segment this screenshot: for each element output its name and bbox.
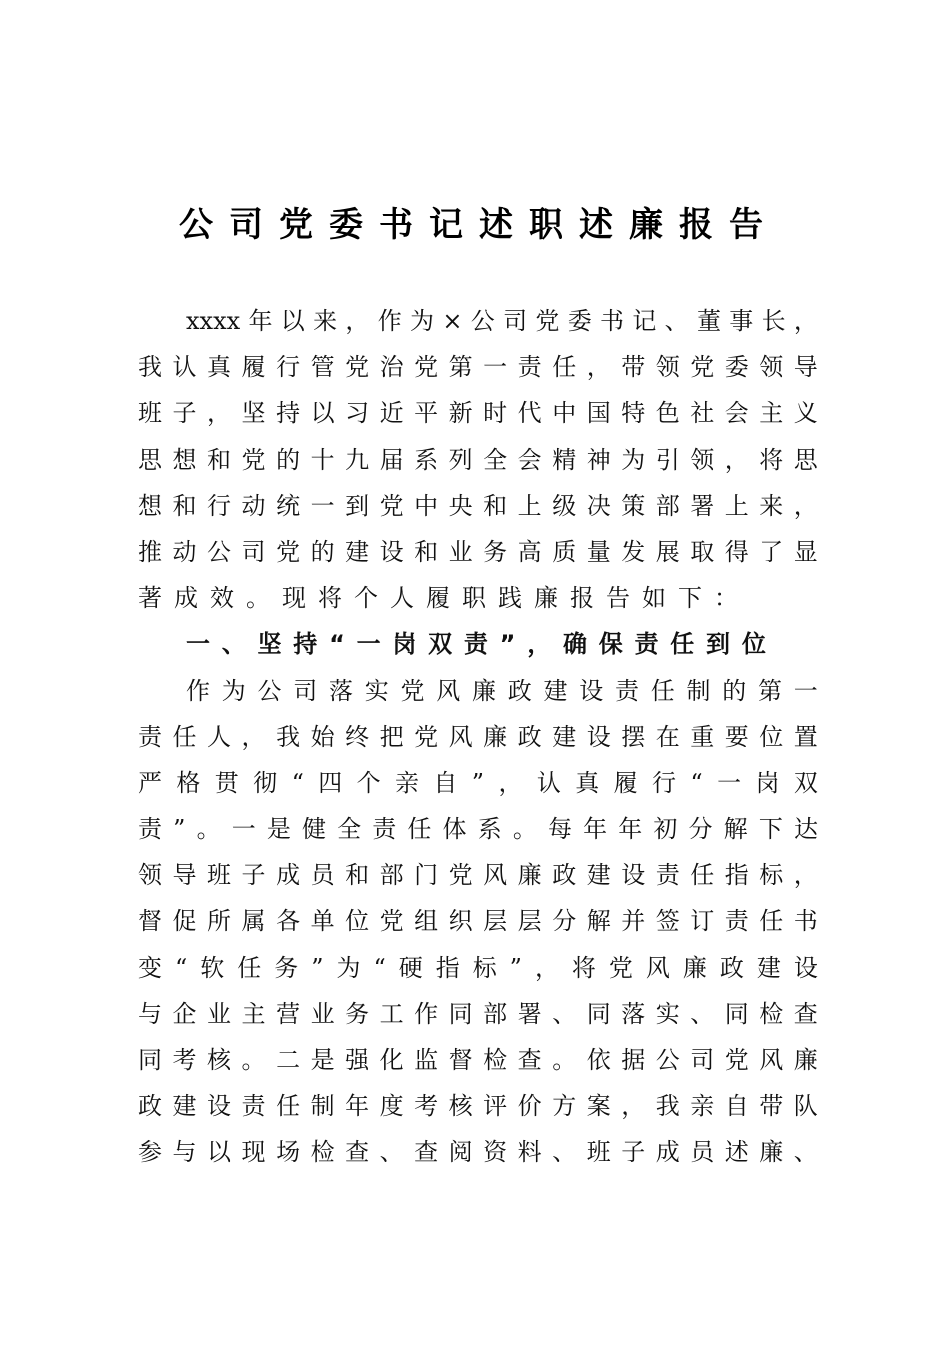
paragraph-line: 严 格 贯 彻 “ 四 个 亲 自 ” ， 认 真 履 行 “ 一 岗 双 [138,768,818,797]
paragraph-line: 督 促 所 属 各 单 位 党 组 织 层 层 分 解 并 签 订 责 任 书 [138,907,818,936]
paragraph-line: 思 想 和 党 的 十 九 届 系 列 全 会 精 神 为 引 领 ， 将 思 [138,445,818,474]
paragraph-line: 责 任 人 ， 我 始 终 把 党 风 廉 政 建 设 摆 在 重 要 位 置 [138,722,818,751]
document-title: 公司党委书记述职述廉报告 [179,205,779,245]
paragraph-line: xxxx 年 以 来 ， 作 为 × 公 司 党 委 书 记 、 董 事 长 ， [186,307,818,335]
paragraph-line: 领 导 班 子 成 员 和 部 门 党 风 廉 政 建 设 责 任 指 标 ， [138,861,818,890]
paragraph-line: 变 “ 软 任 务 ” 为 “ 硬 指 标 ” ， 将 党 风 廉 政 建 设 [138,953,818,982]
paragraph-line: 责 ” 。 一 是 健 全 责 任 体 系 。 每 年 年 初 分 解 下 达 [138,815,818,844]
section-heading: 一 、 坚 持 “ 一 岗 双 责 ” ， 确 保 责 任 到 位 [186,630,766,659]
paragraph-line: 与 企 业 主 营 业 务 工 作 同 部 署 、 同 落 实 、 同 检 查 [138,999,818,1028]
paragraph-line: 作 为 公 司 落 实 党 风 廉 政 建 设 责 任 制 的 第 一 [186,676,818,705]
paragraph-line: 参 与 以 现 场 检 查 、 查 阅 资 料 、 班 子 成 员 述 廉 、 [138,1138,818,1167]
paragraph-line: 同 考 核 。 二 是 强 化 监 督 检 查 。 依 据 公 司 党 风 廉 [138,1046,818,1074]
document-body [138,298,818,1176]
paragraph-line: 著成效。现将个人履职践廉报告如下： [138,584,750,613]
paragraph-line: 政 建 设 责 任 制 年 度 考 核 评 价 方 案 ， 我 亲 自 带 队 [138,1092,818,1121]
paragraph-line: 想 和 行 动 统 一 到 党 中 央 和 上 级 决 策 部 署 上 来 ， [138,491,818,520]
paragraph-line: 班 子 ， 坚 持 以 习 近 平 新 时 代 中 国 特 色 社 会 主 义 [138,399,818,428]
paragraph-line: 我 认 真 履 行 管 党 治 党 第 一 责 任 ， 带 领 党 委 领 导 [138,353,818,382]
paragraph-line: 推 动 公 司 党 的 建 设 和 业 务 高 质 量 发 展 取 得 了 显 [138,537,818,566]
